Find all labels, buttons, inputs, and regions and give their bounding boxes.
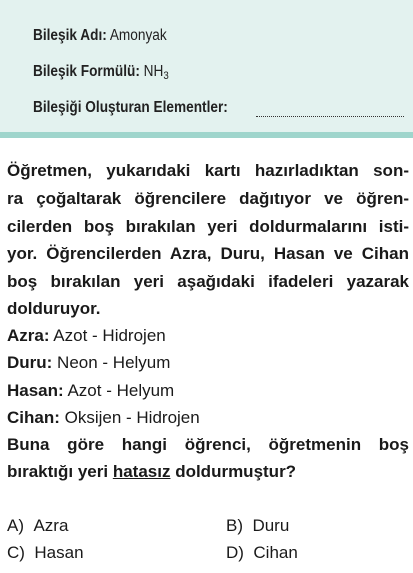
compound-elements-label: Bileşiği Oluşturan Elementler: <box>33 99 228 116</box>
compound-formula-value: NH3 <box>143 63 169 82</box>
answer-duru: Duru: Neon - Helyum <box>7 353 171 372</box>
answer-cihan: Cihan: Oksijen - Hidrojen <box>7 408 200 427</box>
blank-line <box>256 116 404 117</box>
option-a[interactable]: A) Azra <box>7 516 69 535</box>
compound-name-value: Amonyak <box>109 27 167 44</box>
compound-name-label: Bileşik Adı: <box>33 27 107 44</box>
option-c[interactable]: C) Hasan <box>7 543 84 562</box>
stem-line: Öğretmen, yukarıdaki kartı hazırladıktan son- <box>7 161 409 180</box>
stem-line: yor. Öğrencilerden Azra, Duru, Hasan ve Cihan <box>7 244 409 263</box>
compound-card <box>0 0 413 138</box>
stem-line: cilerden boş bırakılan yeri doldurmalarını isti- <box>7 217 409 236</box>
compound-elements-row <box>33 99 228 117</box>
stem-line: boş bırakılan yeri aşağıdaki ifadeleri yazarak <box>7 272 409 291</box>
option-b[interactable]: B) Duru <box>226 516 290 535</box>
compound-formula-row <box>33 63 169 81</box>
stem-line: ra çoğaltarak öğrencilere dağıtıyor ve öğren- <box>7 189 409 208</box>
option-d[interactable]: D) Cihan <box>226 543 298 562</box>
question-prompt-line2: bıraktığı yeri hatasız doldurmuştur? <box>7 462 297 481</box>
stem-line: dolduruyor. <box>7 299 101 318</box>
question-prompt-line1: Buna göre hangi öğrenci, öğretmenin boş <box>7 435 409 454</box>
compound-formula-label: Bileşik Formülü: <box>33 63 140 80</box>
compound-name-row <box>33 27 167 45</box>
answer-hasan: Hasan: Azot - Helyum <box>7 381 175 400</box>
answer-azra: Azra: Azot - Hidrojen <box>7 326 166 345</box>
